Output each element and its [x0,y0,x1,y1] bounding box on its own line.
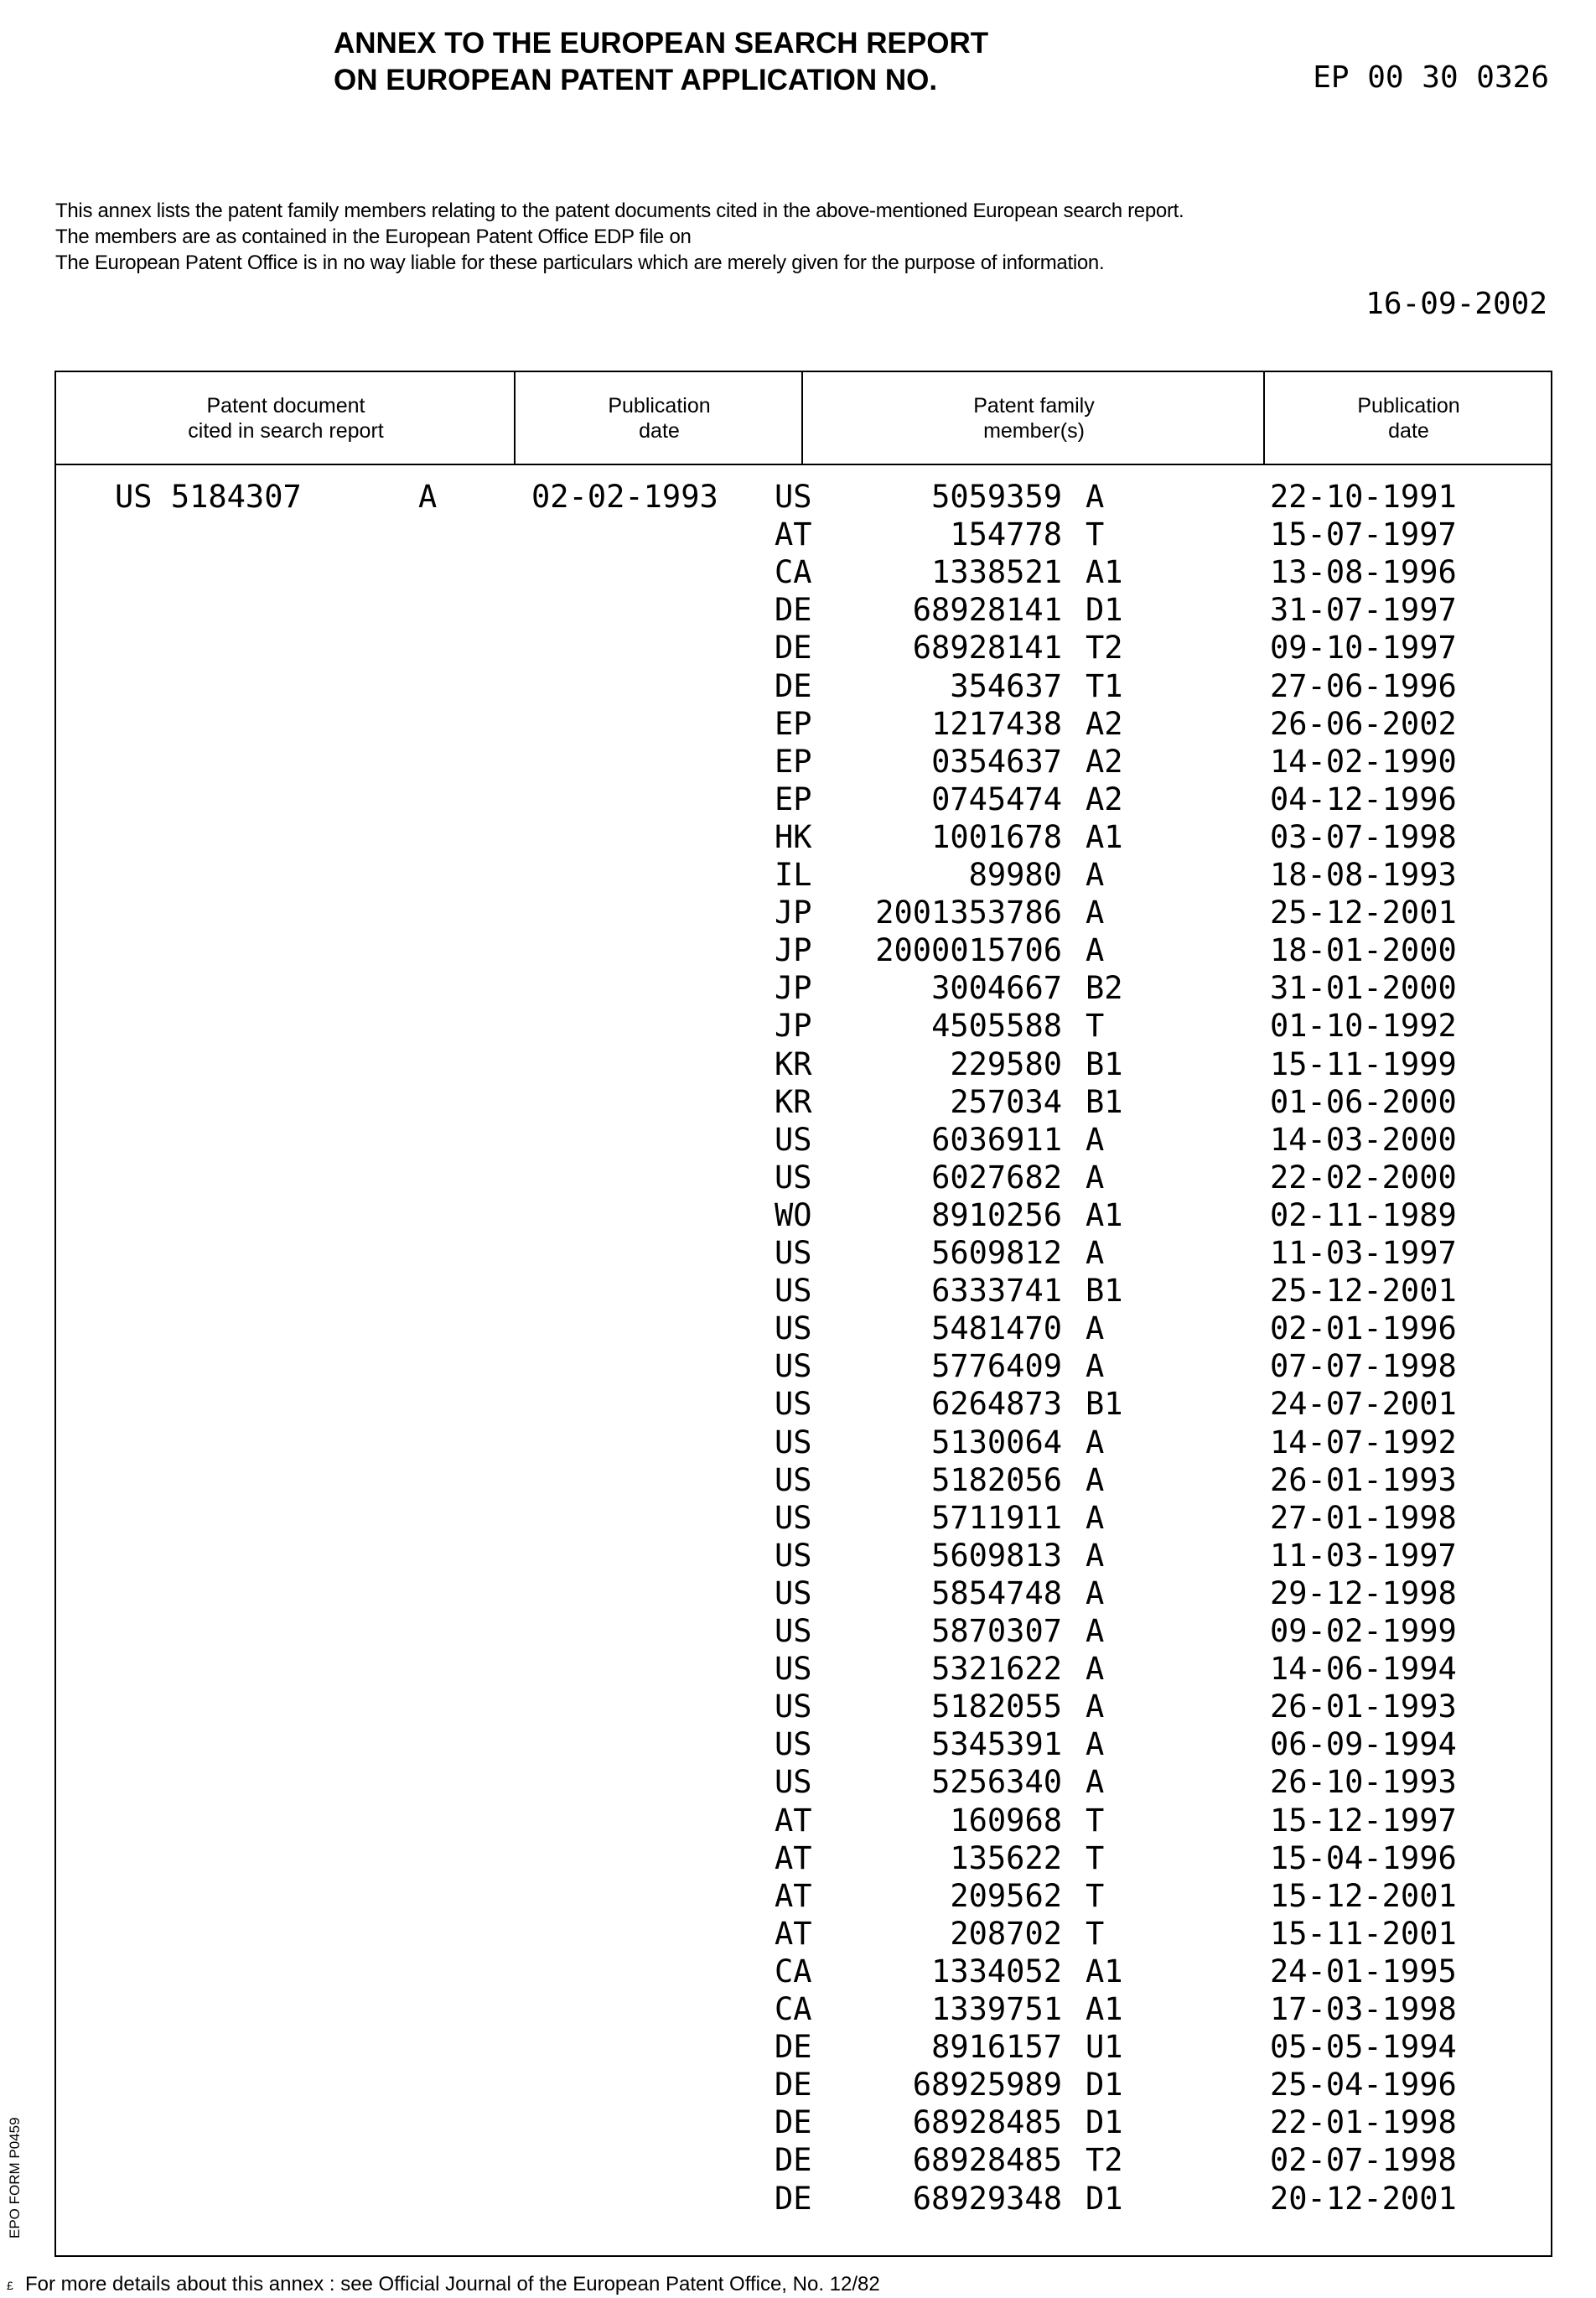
member-kind: A [1086,1574,1104,1612]
member-country: DE [775,629,812,667]
member-country: US [775,1159,812,1196]
member-country: US [775,1537,812,1574]
member-number: 5609812 [931,1234,1062,1272]
member-date: 22-02-2000 [1270,1159,1457,1196]
member-kind: U1 [1086,2028,1123,2066]
member-date: 14-02-1990 [1270,743,1457,781]
member-kind: A [1086,1424,1104,1461]
member-date: 14-07-1992 [1270,1424,1457,1461]
member-number: 5345391 [931,1725,1062,1763]
table-row [56,2180,1551,2218]
table-row [56,1802,1551,1839]
member-kind: A [1086,1159,1104,1196]
table-row [56,856,1551,894]
table-row [56,1990,1551,2028]
table-row [56,1385,1551,1423]
table-row [56,1877,1551,1915]
member-number: 5256340 [931,1763,1062,1801]
member-number: 257034 [950,1083,1062,1121]
member-number: 68929348 [913,2180,1062,2218]
member-country: US [775,1763,812,1801]
member-kind: A [1086,1234,1104,1272]
member-kind: T [1086,1802,1104,1839]
annex-line-1: This annex lists the patent family members relating to the patent documents cited in the above-mentioned European search report. [55,198,1184,224]
annex-line-3: The European Patent Office is in no way liable for these particulars which are merely given for the purpose of information. [55,250,1184,276]
member-date: 14-06-1994 [1270,1650,1457,1688]
member-country: US [775,1385,812,1423]
member-number: 1339751 [931,1990,1062,2028]
application-number: EP 00 30 0326 [1313,60,1549,95]
member-kind: A2 [1086,743,1123,781]
document-title [334,25,988,99]
member-kind: A [1086,1347,1104,1385]
member-date: 18-08-1993 [1270,856,1457,894]
member-date: 15-11-2001 [1270,1915,1457,1953]
member-number: 68928141 [913,591,1062,629]
member-kind: T2 [1086,2141,1123,2179]
member-number: 1217438 [931,705,1062,743]
member-kind: A1 [1086,553,1123,591]
member-country: EP [775,743,812,781]
footer-mark: £ [7,2279,13,2292]
member-number: 68928141 [913,629,1062,667]
member-number: 5182056 [931,1461,1062,1499]
header-text: date [608,418,710,444]
member-date: 26-06-2002 [1270,705,1457,743]
header-publication-date [516,372,803,465]
header-family-publication-date [1265,372,1552,465]
title-line-1: ANNEX TO THE EUROPEAN SEARCH REPORT [334,25,988,62]
member-kind: A2 [1086,705,1123,743]
table-row [56,629,1551,667]
member-date: 25-12-2001 [1270,894,1457,931]
table-row [56,2103,1551,2141]
table-row [56,1650,1551,1688]
member-country: US [775,1725,812,1763]
table-row [56,1159,1551,1196]
member-country: JP [775,1007,812,1045]
member-kind: T [1086,1915,1104,1953]
member-number: 6333741 [931,1272,1062,1310]
member-kind: A [1086,1725,1104,1763]
member-country: US [775,1574,812,1612]
form-label: EPO FORM P0459 [7,2117,23,2238]
member-country: AT [775,516,812,553]
member-country: DE [775,2103,812,2141]
member-number: 8910256 [931,1196,1062,1234]
member-date: 15-04-1996 [1270,1839,1457,1877]
table-row [56,1196,1551,1234]
table-row [56,2141,1551,2179]
header-text: date [1357,418,1459,444]
member-kind: B1 [1086,1385,1123,1423]
table-row [56,931,1551,969]
table-row [56,516,1551,553]
member-number: 1334052 [931,1953,1062,1990]
member-country: IL [775,856,812,894]
member-date: 31-01-2000 [1270,969,1457,1007]
table-row [56,969,1551,1007]
member-date: 15-11-1999 [1270,1045,1457,1083]
member-kind: A [1086,894,1104,931]
member-kind: T [1086,1007,1104,1045]
member-number: 6264873 [931,1385,1062,1423]
table-row [56,781,1551,818]
cited-date: 02-02-1993 [531,478,718,516]
member-country: KR [775,1083,812,1121]
member-date: 13-08-1996 [1270,553,1457,591]
header-patent-document [56,372,516,465]
header-text: Publication [1357,393,1459,418]
member-kind: T2 [1086,629,1123,667]
table-row [56,1839,1551,1877]
member-date: 15-12-1997 [1270,1802,1457,1839]
member-date: 11-03-1997 [1270,1234,1457,1272]
member-number: 5321622 [931,1650,1062,1688]
table-row [56,1915,1551,1953]
member-number: 2001353786 [875,894,1062,931]
member-number: 135622 [950,1839,1062,1877]
member-number: 5182055 [931,1688,1062,1725]
member-kind: B1 [1086,1045,1123,1083]
table-row [56,478,1551,516]
member-number: 229580 [950,1045,1062,1083]
member-country: US [775,1461,812,1499]
header-text: member(s) [973,418,1095,444]
member-country: US [775,478,812,516]
member-date: 06-09-1994 [1270,1725,1457,1763]
member-country: AT [775,1915,812,1953]
table-row [56,1121,1551,1159]
member-kind: A [1086,1612,1104,1650]
header-family-members [803,372,1265,465]
member-kind: T [1086,516,1104,553]
member-date: 31-07-1997 [1270,591,1457,629]
member-country: DE [775,667,812,705]
member-date: 26-01-1993 [1270,1688,1457,1725]
member-number: 4505588 [931,1007,1062,1045]
table-row [56,1424,1551,1461]
member-country: DE [775,2180,812,2218]
title-line-2: ON EUROPEAN PATENT APPLICATION NO. [334,62,988,99]
annex-line-2: The members are as contained in the European Patent Office EDP file on [55,224,1184,250]
member-number: 1338521 [931,553,1062,591]
member-date: 02-11-1989 [1270,1196,1457,1234]
table-row [56,591,1551,629]
member-number: 5870307 [931,1612,1062,1650]
member-number: 208702 [950,1915,1062,1953]
member-country: AT [775,1839,812,1877]
member-kind: D1 [1086,2066,1123,2103]
member-date: 26-10-1993 [1270,1763,1457,1801]
table-row [56,2066,1551,2103]
member-date: 07-07-1998 [1270,1347,1457,1385]
table-row [56,1688,1551,1725]
member-number: 160968 [950,1802,1062,1839]
report-date: 16-09-2002 [1365,287,1547,321]
member-country: JP [775,969,812,1007]
member-number: 68928485 [913,2103,1062,2141]
member-date: 04-12-1996 [1270,781,1457,818]
table-row [56,1083,1551,1121]
member-kind: T [1086,1877,1104,1915]
member-country: AT [775,1802,812,1839]
member-date: 09-02-1999 [1270,1612,1457,1650]
member-date: 18-01-2000 [1270,931,1457,969]
member-date: 02-01-1996 [1270,1310,1457,1347]
member-kind: B1 [1086,1083,1123,1121]
table-row [56,1310,1551,1347]
member-country: DE [775,2066,812,2103]
member-kind: A [1086,1688,1104,1725]
member-number: 5059359 [931,478,1062,516]
member-country: DE [775,2141,812,2179]
member-date: 20-12-2001 [1270,2180,1457,2218]
table-row [56,667,1551,705]
member-number: 154778 [950,516,1062,553]
table-row [56,1045,1551,1083]
member-date: 03-07-1998 [1270,818,1457,856]
member-kind: A [1086,1121,1104,1159]
member-kind: A [1086,1763,1104,1801]
table-row [56,1953,1551,1990]
member-number: 5854748 [931,1574,1062,1612]
member-country: US [775,1310,812,1347]
member-kind: A [1086,1310,1104,1347]
member-number: 0745474 [931,781,1062,818]
member-date: 29-12-1998 [1270,1574,1457,1612]
member-country: US [775,1688,812,1725]
member-date: 09-10-1997 [1270,629,1457,667]
table-row [56,705,1551,743]
member-number: 5711911 [931,1499,1062,1537]
member-date: 15-12-2001 [1270,1877,1457,1915]
header-text: Publication [608,393,710,418]
member-date: 01-10-1992 [1270,1007,1457,1045]
annex-notice [55,198,1184,276]
member-number: 0354637 [931,743,1062,781]
member-country: US [775,1499,812,1537]
member-number: 6036911 [931,1121,1062,1159]
table-row [56,1725,1551,1763]
member-date: 24-07-2001 [1270,1385,1457,1423]
patent-family-table [54,371,1552,2257]
table-row [56,1007,1551,1045]
table-row [56,743,1551,781]
table-row [56,1537,1551,1574]
member-kind: D1 [1086,2180,1123,2218]
member-country: CA [775,1990,812,2028]
member-kind: A [1086,1650,1104,1688]
member-number: 1001678 [931,818,1062,856]
member-country: US [775,1424,812,1461]
member-date: 01-06-2000 [1270,1083,1457,1121]
member-kind: D1 [1086,2103,1123,2141]
member-number: 5481470 [931,1310,1062,1347]
member-country: US [775,1234,812,1272]
member-number: 3004667 [931,969,1062,1007]
table-row [56,894,1551,931]
member-country: CA [775,1953,812,1990]
footer-note: For more details about this annex : see Official Journal of the European Patent Office, No. 12/82 [25,2273,880,2296]
member-number: 5776409 [931,1347,1062,1385]
member-kind: A [1086,1537,1104,1574]
member-country: US [775,1612,812,1650]
member-number: 209562 [950,1877,1062,1915]
member-date: 25-04-1996 [1270,2066,1457,2103]
header-text: cited in search report [188,418,383,444]
member-country: KR [775,1045,812,1083]
member-date: 17-03-1998 [1270,1990,1457,2028]
member-country: US [775,1121,812,1159]
member-date: 02-07-1998 [1270,2141,1457,2179]
table-row [56,1461,1551,1499]
member-kind: A [1086,478,1104,516]
member-country: US [775,1650,812,1688]
member-country: CA [775,553,812,591]
member-country: DE [775,591,812,629]
member-country: EP [775,705,812,743]
member-kind: A [1086,1499,1104,1537]
member-number: 8916157 [931,2028,1062,2066]
table-row [56,1763,1551,1801]
member-date: 22-10-1991 [1270,478,1457,516]
member-country: DE [775,2028,812,2066]
table-row [56,818,1551,856]
member-kind: T1 [1086,667,1123,705]
table-row [56,1612,1551,1650]
table-row [56,1499,1551,1537]
member-kind: A1 [1086,1990,1123,2028]
table-row [56,1347,1551,1385]
member-kind: A [1086,856,1104,894]
member-date: 05-05-1994 [1270,2028,1457,2066]
member-number: 5130064 [931,1424,1062,1461]
member-number: 68925989 [913,2066,1062,2103]
member-date: 14-03-2000 [1270,1121,1457,1159]
member-country: JP [775,894,812,931]
member-kind: A1 [1086,1196,1123,1234]
member-kind: A2 [1086,781,1123,818]
member-country: US [775,1347,812,1385]
member-kind: A [1086,931,1104,969]
table-row [56,1574,1551,1612]
member-kind: A1 [1086,818,1123,856]
member-number: 68928485 [913,2141,1062,2179]
member-number: 5609813 [931,1537,1062,1574]
table-row [56,553,1551,591]
member-number: 6027682 [931,1159,1062,1196]
cited-kind: A [418,478,437,516]
member-date: 27-06-1996 [1270,667,1457,705]
member-date: 26-01-1993 [1270,1461,1457,1499]
member-date: 25-12-2001 [1270,1272,1457,1310]
cited-document: US 5184307 [115,478,302,516]
table-row [56,1272,1551,1310]
member-kind: T [1086,1839,1104,1877]
member-date: 22-01-1998 [1270,2103,1457,2141]
member-country: WO [775,1196,812,1234]
member-date: 24-01-1995 [1270,1953,1457,1990]
member-kind: A1 [1086,1953,1123,1990]
member-date: 15-07-1997 [1270,516,1457,553]
member-country: JP [775,931,812,969]
member-country: EP [775,781,812,818]
member-country: AT [775,1877,812,1915]
member-country: HK [775,818,812,856]
member-date: 27-01-1998 [1270,1499,1457,1537]
member-number: 2000015706 [875,931,1062,969]
header-text: Patent document [188,393,383,418]
member-kind: A [1086,1461,1104,1499]
member-number: 354637 [950,667,1062,705]
member-kind: B1 [1086,1272,1123,1310]
member-country: US [775,1272,812,1310]
table-row [56,1234,1551,1272]
member-kind: D1 [1086,591,1123,629]
member-number: 89980 [969,856,1062,894]
header-text: Patent family [973,393,1095,418]
table-row [56,2028,1551,2066]
member-kind: B2 [1086,969,1123,1007]
member-date: 11-03-1997 [1270,1537,1457,1574]
